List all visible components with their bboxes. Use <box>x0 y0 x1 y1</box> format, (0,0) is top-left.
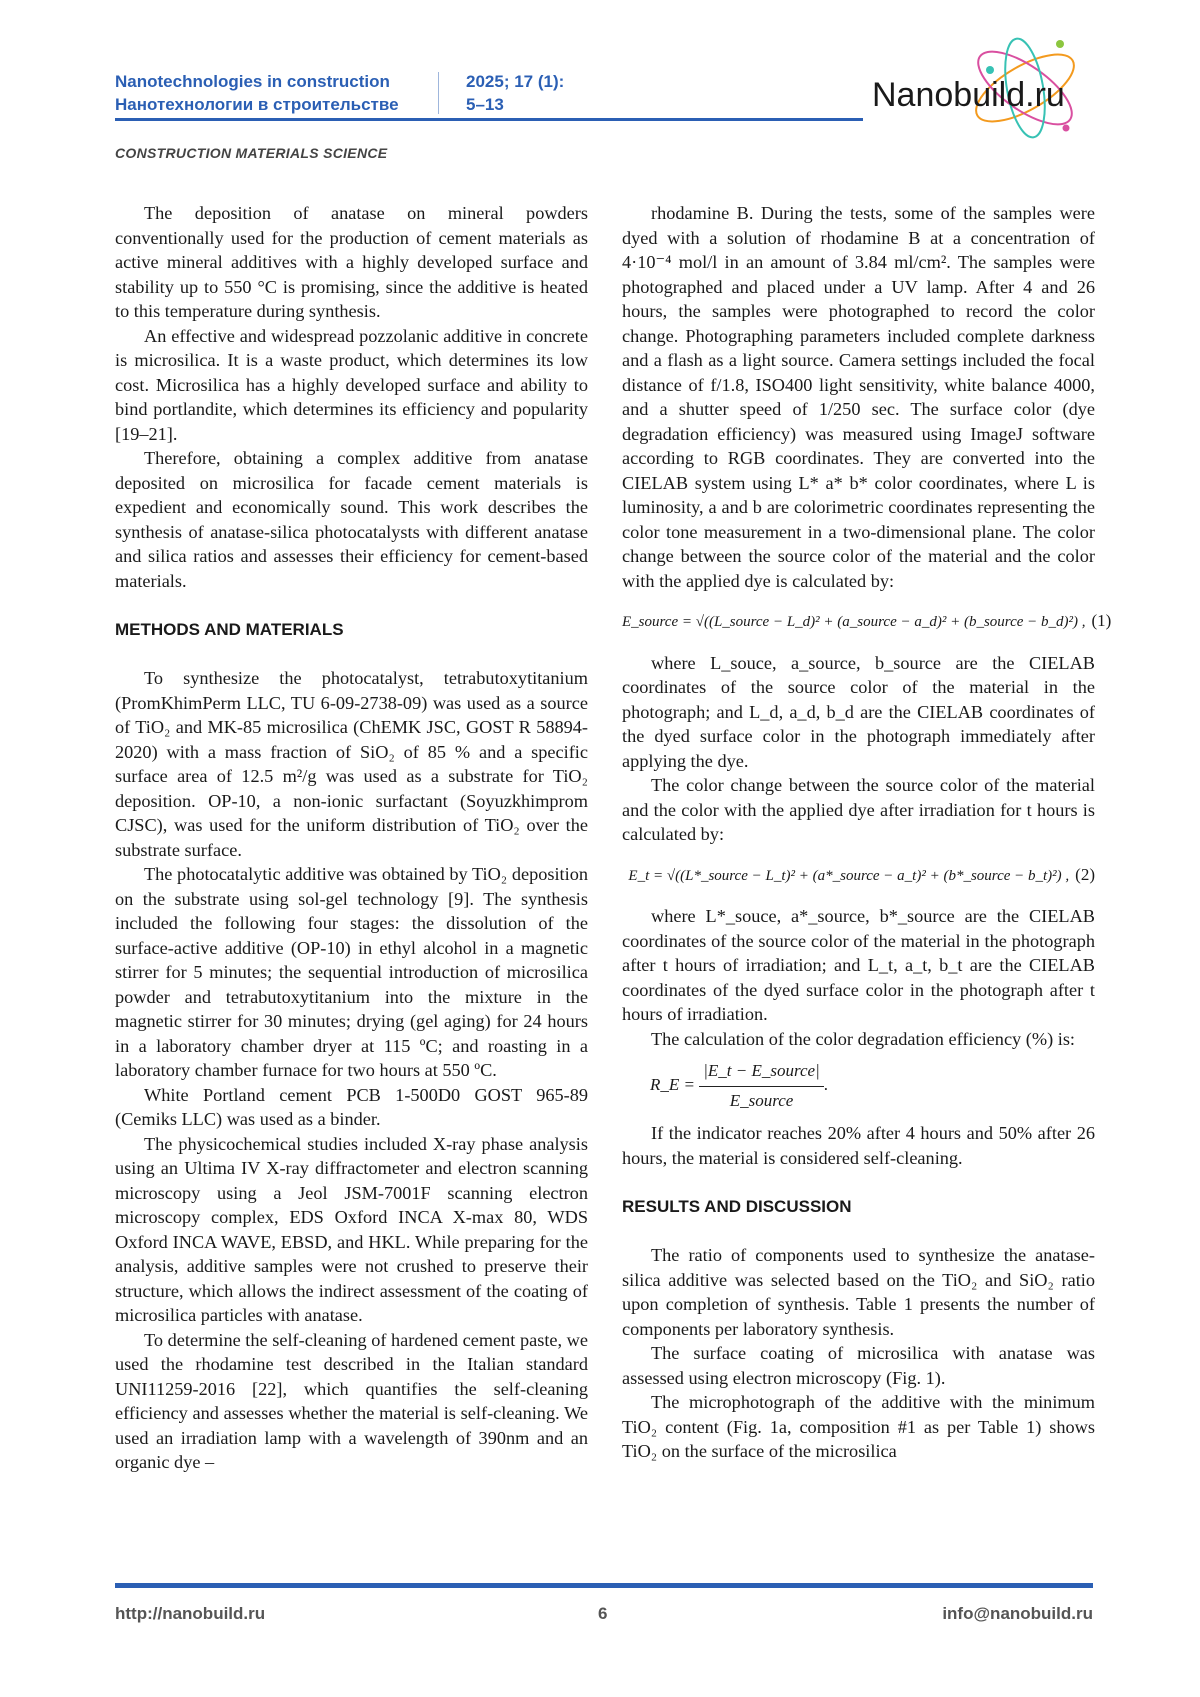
paragraph: The physicochemical studies included X-ray phase analysis using an Ultima IV X-ray diffractometer and electron scanning microscopy using a Jeol JSM-7001F scanning electron microscopy complex, EDS Oxford INCA X-max 80, WDS Oxford INCA WAVE, EBSD, and HKL. While preparing for the analysis, additive samples were not crushed to preserve their structure, which allows the indirect assessment of the coating of microsilica particles with anatase. <box>115 1133 588 1325</box>
paragraph: White Portland cement PCB 1-500D0 GOST 965-89 (Cemiks LLC) was used as a binder. <box>115 1084 588 1129</box>
left-column <box>115 201 588 1475</box>
equation-3-lhs: R_E = <box>650 1074 695 1094</box>
journal-name-en: Nanotechnologies in construction <box>115 72 390 91</box>
equation-3-denominator: E_source <box>729 1090 794 1110</box>
paragraph: The surface coating of microsilica with anatase was assessed using electron microscopy (Fig. 1). <box>622 1343 1095 1388</box>
paragraph: The ratio of components used to synthesize the anatase-silica additive was selected based on the TiO₂ and SiO₂ ratio upon completion of synthesis. Table 1 presents the number of components per laboratory synthesis. <box>622 1245 1095 1339</box>
header-divider <box>438 72 439 114</box>
paragraph: The color change between the source color of the material and the color with the applied dye after irradiation for t hours is calculated by: <box>622 775 1095 844</box>
issue-pages: 5–13 <box>466 95 504 114</box>
equation-3: R_E = $\frac{\text{|E\_t − E\_source|}}{\text{E\_source}}$ . <box>622 1059 1095 1113</box>
page-number: 6 <box>598 1604 608 1623</box>
footer-rule <box>115 1583 1093 1588</box>
right-column <box>622 201 1112 1464</box>
paragraph: To synthesize the photocatalyst, tetrabutoxytitanium (PromKhimPerm LLC, TU 6-09-2738-09) was used as a source of TiO₂ and MK-85 microsilica (ChEMK JSC, GOST R 58894-2020) with a mass fraction of SiO₂ of 85 % and a specific surface area of 12.5 m²/g was used as a substrate for TiO₂ deposition. OP-10, a non-ionic surfactant (Soyuzkhimprom CJSC), was used for the uniform distribution of TiO₂ over the substrate surface. <box>115 668 588 860</box>
section-label: CONSTRUCTION MATERIALS SCIENCE <box>115 145 388 161</box>
paragraph: An effective and widespread pozzolanic additive in concrete is microsilica. It is a waste product, which determines its low cost. Microsilica has a highly developed surface and ability to bind portlandite, which determines its efficiency and popularity [19–21]. <box>115 325 588 444</box>
paragraph: where L_souce, a_source, b_source are the CIELAB coordinates of the source color of the material in the photograph; and L_d, a_d, b_d are the CIELAB coordinates of the dyed surface color in the photograph immediately after applying the dye. <box>622 652 1095 771</box>
paragraph: If the indicator reaches 20% after 4 hours and 50% after 26 hours, the material is considered self-cleaning. <box>622 1123 1095 1168</box>
paragraph: The deposition of anatase on mineral powders conventionally used for the production of cement materials as active mineral additives with a highly developed surface and stability up to 550 °C is promising, since the additive is heated to this temperature during synthesis. <box>115 203 588 321</box>
equation-2 <box>622 863 1095 889</box>
paragraph: where L*_souce, a*_source, b*_source are the CIELAB coordinates of the source color of the material in the photograph after t hours of irradiation; and L_t, a_t, b_t are the CIELAB coordinates of the dyed surface color in the photograph after t hours of irradiation. <box>622 906 1095 1024</box>
journal-name <box>115 70 399 116</box>
paragraph: Therefore, obtaining a complex additive from anatase deposited on microsilica for facade cement materials is expedient and economically sound. This work describes the synthesis of anatase-silica photocatalysts with different anatase and silica ratios and assesses their efficiency for cement-based materials. <box>115 448 588 591</box>
paragraph: To determine the self-cleaning of hardened cement paste, we used the rhodamine test described in the Italian standard UNI11259-2016 [22], which quantifies the self-cleaning efficiency and assesses whether the material is self-cleaning. We used an irradiation lamp with a wavelength of 390nm and an organic dye – <box>115 1329 588 1472</box>
equation-3-numerator: |E_t − E_source| <box>699 1059 824 1087</box>
journal-name-ru: Нанотехнологии в строительстве <box>115 95 399 114</box>
logo-text: Nanobuild.ru <box>872 76 1065 114</box>
paragraph: The calculation of the color degradation efficiency (%) is: <box>651 1028 1076 1049</box>
issue-number: 2025; 17 (1): <box>466 72 565 91</box>
equation-2-body: E_t = √((L*_source − L_t)² + (a*_source − a_t)² + (b*_source − b_t)²) , <box>628 867 1070 884</box>
paragraph: The microphotograph of the additive with the minimum TiO₂ content (Fig. 1a, composition #1 as per Table 1) shows TiO₂ on the surface of the microsilica <box>622 1392 1095 1461</box>
nanobuild-logo <box>870 30 1100 150</box>
equation-3-fraction <box>699 1059 824 1113</box>
issue-info <box>466 70 564 116</box>
section-heading: METHODS AND MATERIALS <box>115 620 344 639</box>
paragraph: rhodamine B. During the tests, some of the samples were dyed with a solution of rhodamine B at a concentration of 4·10⁻⁴ mol/l in an amount of 3.84 ml/cm². The samples were photographed and placed under a UV lamp. After 4 and 26 hours, the samples were photographed to record the color change. Photographing parameters included complete darkness and a flash as a light source. Camera settings included the focal distance of f/1.8, ISO400 light sensitivity, white balance 4000, and a shutter speed of 1/250 sec. The surface color (dye degradation efficiency) was measured using ImageJ software according to RGB coordinates. They are converted into the CIELAB system using L* a* b* color coordinates, where L is luminosity, a and b are colorimetric coordinates representing the color tone measurement in a two-dimensional plane. The color change between the source color of the material and the color with the applied dye is calculated by: <box>622 203 1095 591</box>
equation-1-body: E_source = √((L_source − L_d)² + (a_source − a_d)² + (b_source − b_d)²) , <box>622 614 1086 630</box>
header-rule <box>115 118 863 121</box>
equation-1-number: (1) <box>1091 611 1112 630</box>
footer-url[interactable]: http://nanobuild.ru <box>115 1604 266 1623</box>
footer-email[interactable]: info@nanobuild.ru <box>942 1604 1093 1623</box>
equation-1 <box>622 609 1112 635</box>
section-heading: RESULTS AND DISCUSSION <box>622 1197 852 1216</box>
equation-2-number: (2) <box>1075 864 1095 884</box>
paragraph: The photocatalytic additive was obtained by TiO₂ deposition on the substrate using sol-gel technology [9]. The synthesis included the following four stages: the dissolution of the surface-active additive (OP-10) in ethyl alcohol in a magnetic stirrer for 5 minutes; the sequential introduction of microsilica powder and tetrabutoxytitanium into the mixture in the magnetic stirrer for 30 minutes; drying (gel aging) for 24 hours in a laboratory chamber dryer at 115 ºC; and roasting in a laboratory chamber furnace for two hours at 550 ºC. <box>115 864 588 1080</box>
